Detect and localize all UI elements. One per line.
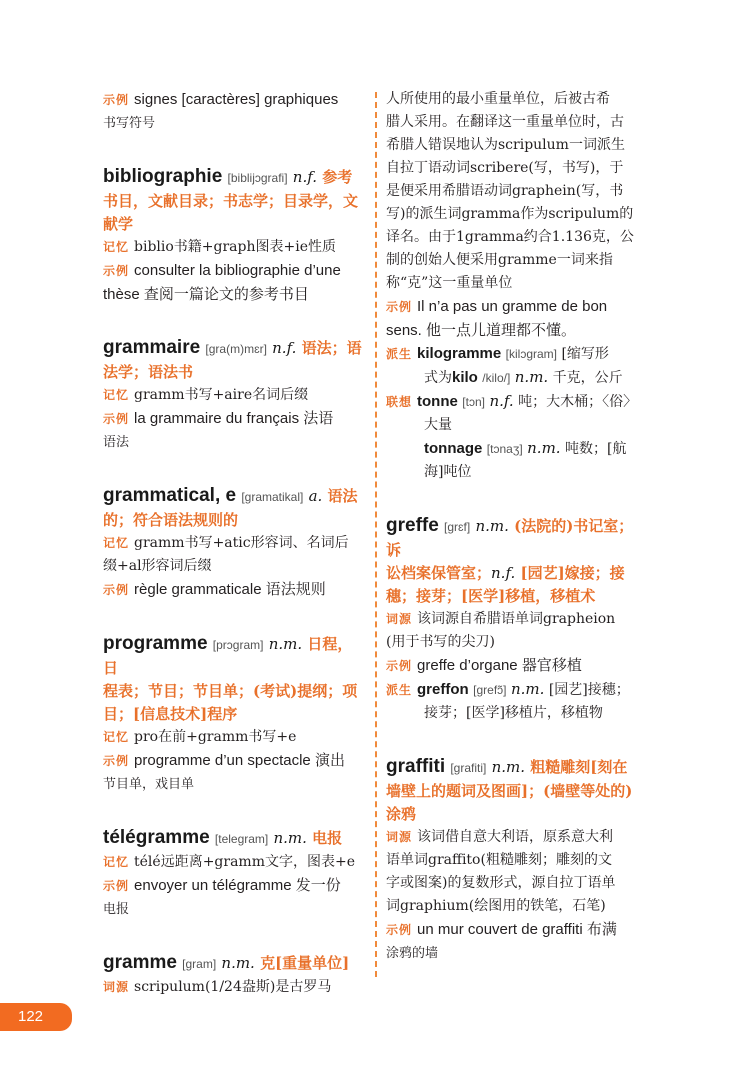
pronunciation: /kilo/] (482, 371, 511, 385)
etymology-text: 该词源自希腊语单词grapheion (417, 611, 616, 627)
example-text: règle grammaticale 语法规则 (134, 581, 326, 598)
definition-line: 穗；接芽；[医学]移植，移植术 (386, 587, 596, 605)
example-text: greffe d’organe 器官移植 (417, 657, 582, 674)
etymology-label: 词源 (386, 830, 413, 844)
pronunciation: [gramatikal] (241, 490, 304, 504)
derivative-definition: 接芽；[医学]移植片，移植物 (424, 705, 603, 721)
example-label: 示例 (103, 754, 130, 768)
memory-text: pro在前+gramm书写+e (134, 729, 297, 745)
example-text: Il n’a pas un gramme de bon (417, 298, 608, 315)
etymology-line: 希腊人错误地认为scripulum一词派生 (386, 137, 625, 153)
pronunciation: [grefɔ̃] (473, 683, 507, 697)
pronunciation: [tɔn] (462, 395, 485, 409)
definition: (法院的)书记室；诉 (386, 517, 634, 559)
derivative-headword: kilo (452, 369, 478, 386)
example-text: sens. 他一点儿道理都不懂。 (386, 322, 577, 339)
example-text: 节目单，戏目单 (103, 777, 195, 792)
example-text: 电报 (103, 902, 130, 917)
example-label: 示例 (103, 93, 130, 107)
example-chinese: 书写符号 (103, 116, 156, 131)
etymology-text: 语单词graffito(粗糙雕刻；雕刻的文 (386, 852, 612, 868)
derivative-text: 式为 (424, 370, 452, 386)
definition-line: 法学；语法书 (103, 363, 194, 381)
memory-text: gramm书写+aire名词后缀 (134, 387, 309, 403)
association-definition: 吨；大木桶；〈俗〉 (518, 394, 638, 410)
etymology-line: 写)的派生词gramma作为scripulum的 (386, 206, 634, 222)
pronunciation: [grafiti] (450, 761, 487, 775)
example-text: consulter la bibliographie d’une (134, 262, 341, 279)
etymology-text: scripulum(1/24盎斯)是古罗马 (134, 979, 332, 995)
part-of-speech: n.m. (491, 758, 526, 776)
definition: 克[重量单位] (260, 954, 350, 972)
example-text: programme d’un spectacle 演出 (134, 752, 345, 769)
definition-line: 书目，文献目录；书志学；目录学，文 (103, 192, 359, 210)
memory-label: 记忆 (103, 240, 130, 254)
page-number: 122 (0, 1003, 72, 1031)
definition: 语法；语 (301, 339, 362, 357)
etymology-line: 译名。由于1gramma约合1.136克，公 (386, 229, 634, 245)
definition: 日程，日 (103, 635, 353, 677)
pronunciation: [gra(m)mɛr] (205, 342, 267, 356)
example-label: 示例 (103, 879, 130, 893)
headword: graffiti (386, 756, 446, 777)
etymology-line: 腊人采用。在翻译这一重量单位时，古 (386, 114, 624, 130)
association-definition: 海]吨位 (424, 464, 472, 480)
entry-telegramme (103, 826, 365, 921)
example-label: 示例 (386, 300, 413, 314)
memory-text: télé远距离+gramm文字，图表+e (134, 854, 355, 870)
definition-line: 目；[信息技术]程序 (103, 705, 238, 723)
memory-label: 记忆 (103, 536, 130, 550)
example-label: 示例 (103, 412, 130, 426)
definition-line: 献学 (103, 215, 134, 233)
definition-line: 涂鸦 (386, 805, 417, 823)
example-text: un mur couvert de graffiti 布满 (417, 921, 617, 938)
etymology-label: 词源 (386, 612, 413, 626)
derivative-headword: kilogramme (417, 345, 502, 362)
association-definition: 吨数；[航 (565, 441, 627, 457)
part-of-speech: n.m. (221, 954, 255, 972)
etymology-line: 人所使用的最小重量单位，后被古希 (386, 91, 610, 107)
definition: 电报 (312, 829, 343, 847)
etymology-line: 自拉丁语动词scribere(写，书写)，于 (386, 160, 624, 176)
part-of-speech: n.m. (510, 680, 545, 698)
headword: télégramme (103, 827, 210, 848)
derivative-text: [缩写形 (561, 346, 609, 362)
entry-bibliographie (103, 165, 365, 306)
etymology-text: 词graphium(绘图用的铁笔，石笔) (386, 898, 606, 914)
pronunciation: [telegram] (214, 832, 269, 846)
example-text: la grammaire du français 法语 (134, 410, 334, 427)
derivative-headword: greffon (417, 681, 469, 698)
part-of-speech: n.m. (514, 368, 549, 386)
example-text: 语法 (103, 435, 130, 450)
part-of-speech: n.m. (475, 517, 509, 535)
part-of-speech: n.f. (292, 168, 317, 186)
association-headword: tonne (417, 393, 458, 410)
memory-text: biblio书籍+graph图表+ie性质 (134, 239, 337, 255)
right-column (386, 88, 648, 995)
definition: 粗糙雕刻[刻在 (530, 758, 628, 776)
memory-label: 记忆 (103, 855, 130, 869)
part-of-speech: n.f. (272, 339, 297, 357)
entry-grammatical (103, 484, 365, 602)
headword: bibliographie (103, 166, 223, 187)
part-of-speech: n.f. (491, 564, 516, 582)
etymology-text: (用于书写的尖刀) (386, 634, 495, 650)
pronunciation: [gram] (182, 957, 217, 971)
example-text: 涂鸦的墙 (386, 946, 439, 961)
definition: 讼档案保管室； (386, 564, 492, 582)
entry-grammaire (103, 336, 365, 454)
headword: grammatical, e (103, 485, 237, 506)
example-label: 示例 (386, 923, 413, 937)
pronunciation: [biblijɔgrafi] (227, 171, 288, 185)
part-of-speech: n.m. (527, 439, 561, 457)
etymology-text: 该词借自意大利语，原系意大利 (417, 829, 614, 845)
definition-line: 的；符合语法规则的 (103, 511, 239, 529)
pronunciation: [tɔnaʒ] (486, 442, 523, 456)
part-of-speech: n.f. (489, 392, 514, 410)
pronunciation: [kilɔgram] (505, 347, 558, 361)
definition-line: 墙壁上的题词及图画]；(墙壁等处的) (386, 782, 633, 800)
derivative-definition: 千克，公斤 (552, 370, 623, 386)
association-definition: 大量 (424, 417, 452, 433)
derivative-definition: [园艺]接穗； (548, 682, 630, 698)
definition-line: 程表；节目；节目单；(考试)提纲；项 (103, 682, 358, 700)
memory-label: 记忆 (103, 388, 130, 402)
memory-text: gramm书写+atic形容词、名词后 (134, 535, 349, 551)
etymology-label: 词源 (103, 980, 130, 994)
example-french: signes [caractères] graphiques (134, 91, 339, 108)
derivative-label: 派生 (386, 347, 413, 361)
headword: greffe (386, 515, 439, 536)
etymology-line: 称“克”这一重量单位 (386, 275, 513, 291)
etymology-line: 制的创始人便采用gramme一词来指 (386, 252, 613, 268)
entry-greffe (386, 514, 648, 725)
entry-gramme (103, 951, 365, 999)
definition: [园艺]嫁接；接 (520, 564, 625, 582)
part-of-speech: n.m. (273, 829, 307, 847)
pronunciation: [grɛf] (444, 520, 471, 534)
association-label: 联想 (386, 395, 413, 409)
etymology-text: 字或图案)的复数形式，源自拉丁语单 (386, 875, 616, 891)
entry-programme (103, 632, 365, 796)
headword: gramme (103, 952, 177, 973)
part-of-speech: n.m. (268, 635, 303, 653)
etymology-line: 是便采用希腊语动词graphein(写，书 (386, 183, 624, 199)
column-divider (375, 92, 377, 977)
memory-label: 记忆 (103, 730, 130, 744)
headword: programme (103, 633, 208, 654)
association-headword: tonnage (424, 440, 483, 457)
entry-gramme-continued (386, 88, 648, 484)
headword: grammaire (103, 337, 201, 358)
definition: 参考 (322, 168, 353, 186)
entry-graffiti (386, 755, 648, 965)
example-text: envoyer un télégramme 发一份 (134, 877, 341, 894)
part-of-speech: a. (308, 487, 323, 505)
pronunciation: [prɔgram] (212, 638, 264, 652)
example-label: 示例 (386, 659, 413, 673)
memory-text: 缀+al形容词后缀 (103, 558, 212, 574)
entry-graphique-example (103, 88, 365, 135)
example-text: thèse 查阅一篇论文的参考书目 (103, 286, 309, 303)
left-column (103, 88, 365, 1029)
derivative-label: 派生 (386, 683, 413, 697)
definition: 语法 (327, 487, 358, 505)
example-label: 示例 (103, 583, 130, 597)
example-label: 示例 (103, 264, 130, 278)
